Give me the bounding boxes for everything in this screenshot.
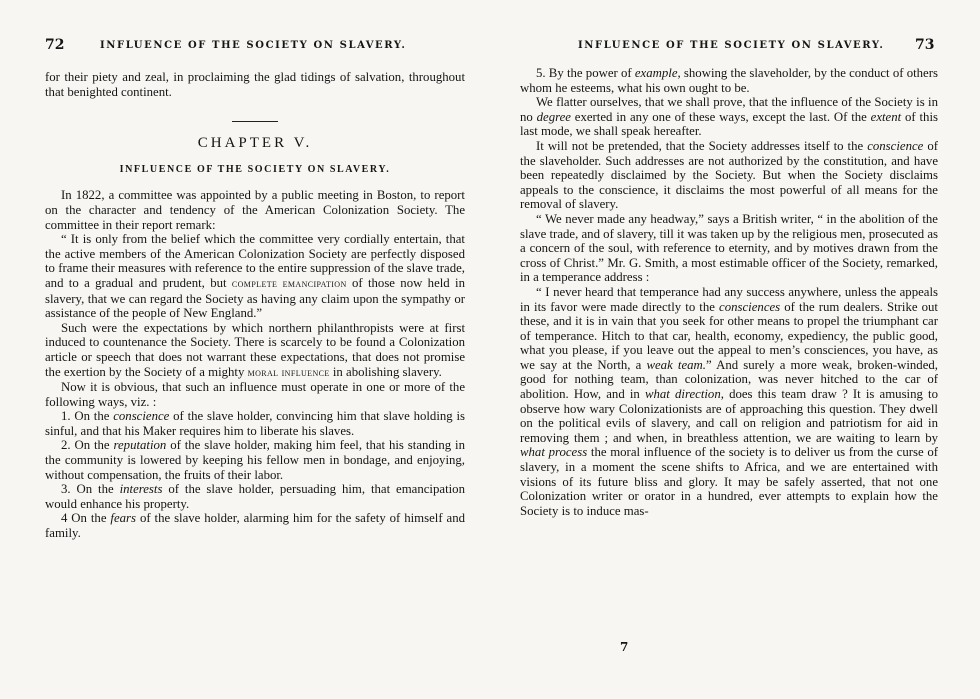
running-head-left: INFLUENCE OF THE SOCIETY ON SLAVERY. <box>100 40 407 51</box>
paragraph: Now it is obvious, that such an influence must operate in one or more of the following ways, viz. : <box>45 380 465 409</box>
page-number-left: 72 <box>45 37 65 53</box>
signature-mark: 7 <box>620 640 629 654</box>
right-page-body <box>520 66 938 518</box>
list-item: 1. On the conscience of the slave holder, convincing him that slave holding is sinful, and that his Maker requires him to liberate his slaves. <box>45 409 465 438</box>
carryover-paragraph: for their piety and zeal, in proclaiming the glad tidings of salvation, throughout that benighted continent. <box>45 70 465 99</box>
list-item: 5. By the power of example, showing the slaveholder, by the conduct of others whom he esteems, what his own ought to be. <box>520 66 938 95</box>
paragraph: We flatter ourselves, that we shall prove, that the influence of the Society is in no degree exerted in any one of these ways, except the last. Of the extent of this last mode, we shall speak hereafter. <box>520 95 938 139</box>
paragraph: Such were the expectations by which northern philanthropists were at first induced to countenance the Society. There is scarcely to be found a Colonization article or speech that does not warrant these expectations, that does not promise the exertion by the Society of a mighty moral influence in abolishing slavery. <box>45 320 465 379</box>
page-number-right: 73 <box>915 37 935 53</box>
paragraph: “ We never made any headway,” says a British writer, “ in the abolition of the slave trade, and of slavery, till it was taken up by the religious men, prosecuted as a concern of the soul, with reference to eternity, and by motives drawn from the cross of Christ.” Mr. G. Smith, a most estimable officer of the Society, remarked, in a temperance address : <box>520 211 938 285</box>
paragraph: It will not be pretended, that the Society addresses itself to the conscience of the slaveholder. Such addresses are not authorized by the constitution, and have been repeatedly disclaimed by the Society. But when the Society disclaims appeals to the conscience, it disclaims the most powerful of all means for the removal of slavery. <box>520 138 939 212</box>
left-page-body <box>45 70 465 541</box>
quote-paragraph: “ It is only from the belief which the committee very cordially entertain, that the active members of the American Colonization Society are perfectly disposed to frame their measures with reference to the entire suppression of the slave trade, and to a gradual and prudent, but complete emancipation of those now held in slavery, that we can regard the Society as having any claim upon the sympathy or assistance of the people of New England.” <box>45 232 465 321</box>
list-item: 3. On the interests of the slave holder, persuading him, that emancipation would enhance his property. <box>45 482 465 511</box>
list-item: 2. On the reputation of the slave holder, making him feel, that his standing in the community is lowered by keeping his fellow men in bondage, and enjoying, without compensation, the fruits of their labor. <box>45 438 465 482</box>
running-head-right: INFLUENCE OF THE SOCIETY ON SLAVERY. <box>578 40 885 51</box>
section-rule <box>232 121 278 122</box>
quote-paragraph: “ I never heard that temperance had any success anywhere, unless the appeals in its favor were made directly to the consciences of the rum dealers. Strike out these, and it is in vain that you seek for other means to propel the triumphant car of temperance. Hitch to that car, health, economy, expediency, the public good, what you please, if you leave out the appeal to men’s consciences, you have, as we say at the North, a weak team.” And surely a more weak, broken-winded, good for nothing team, than colonization, was never hitched to the car of abolition. How, and in what direction, does this team draw ? It is amusing to observe how wary Colonizationists are of approaching this question. They dwell on the political evils of slavery, and call on religion and patriotism for aid in removing them ; and when, in breathless attention, we are waiting to learn by what process the moral influence of the society is to deliver us from the curse of slavery, in a moment the scene shifts to Africa, and we are entertained with visions of its future bliss and glory. It may be safely asserted, that not one Colonization writer or orator in a hundred, ever attempts to explain how the Society is to induce mas- <box>520 284 939 518</box>
list-item: 4 On the fears of the slave holder, alarming him for the safety of himself and family. <box>45 511 465 541</box>
chapter-title: CHAPTER V. <box>197 135 313 152</box>
chapter-subtitle: INFLUENCE OF THE SOCIETY ON SLAVERY. <box>119 163 391 175</box>
paragraph: In 1822, a committee was appointed by a public meeting in Boston, to report on the character and tendency of the American Colonization Society. The committee in their report remark: <box>45 188 465 232</box>
